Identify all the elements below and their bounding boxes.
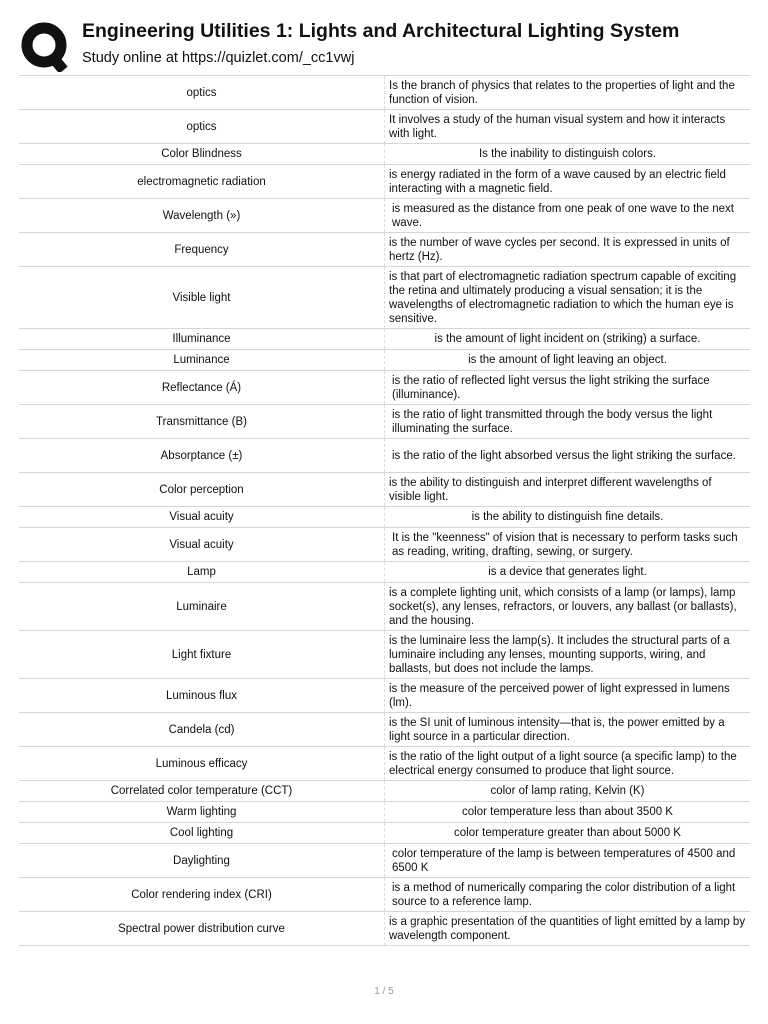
table-row (19, 878, 750, 912)
table-row (19, 233, 750, 267)
definition-text: is a method of numerically comparing the color distribution of a light source to a reference lamp. (392, 881, 736, 908)
term-cell: Daylighting (173, 854, 230, 867)
definition-cell (384, 165, 750, 198)
definition-cell (384, 329, 750, 349)
definition-text: Is the inability to distinguish colors. (478, 148, 657, 160)
table-row (19, 165, 750, 199)
table-row (19, 844, 750, 878)
definition-text: It involves a study of the human visual system and how it interacts with light. (389, 113, 726, 140)
term-cell: optics (186, 120, 217, 133)
definition-cell (384, 844, 750, 877)
term-cell: Visual acuity (169, 511, 234, 523)
definition-cell (384, 631, 750, 678)
definition-cell (384, 823, 750, 843)
term-cell: Color perception (159, 483, 244, 496)
definition-text: is the ratio of the light absorbed versus the light striking the surface. (392, 449, 736, 462)
definition-cell (384, 405, 750, 438)
definition-text: Is the branch of physics that relates to the properties of light and the function of vision. (389, 79, 735, 106)
term-cell: Color rendering index (CRI) (131, 888, 272, 901)
term-cell: Spectral power distribution curve (118, 922, 285, 935)
definition-text: is the ratio of reflected light versus the light striking the surface (illuminance). (392, 374, 710, 401)
definition-text: is the ratio of the light output of a light source (a specific lamp) to the electrical energy consumed to produce that light source. (389, 750, 737, 777)
term-cell: Visual acuity (169, 538, 234, 551)
definition-cell (384, 528, 750, 561)
definition-text: is the amount of light incident on (striking) a surface. (434, 333, 701, 345)
definition-cell (384, 110, 750, 143)
term-cell: Cool lighting (169, 827, 234, 839)
definition-cell (384, 713, 750, 746)
definition-text: is a device that generates light. (488, 566, 647, 578)
definition-text: is a complete lighting unit, which consists of a lamp (or lamps), lamp socket(s), any lenses, refractors, or louvers, any ballast (or ballasts), and the housing. (389, 586, 737, 627)
table-row (19, 679, 750, 713)
term-cell: Lamp (187, 566, 216, 578)
term-cell: electromagnetic radiation (137, 175, 266, 188)
page-header (0, 0, 768, 76)
table-row (19, 439, 750, 473)
definition-text: color temperature of the lamp is between temperatures of 4500 and 6500 K (392, 847, 736, 874)
definition-cell (384, 583, 750, 630)
page-title: Engineering Utilities 1: Lights and Architectural Lighting System (82, 20, 680, 42)
term-cell: Color Blindness (161, 148, 242, 160)
table-row (19, 528, 750, 562)
flashcard-table (19, 75, 750, 946)
definition-cell (384, 912, 750, 945)
definition-cell (384, 350, 750, 370)
definition-cell (384, 802, 750, 822)
term-cell: Luminaire (176, 600, 227, 613)
table-row (19, 329, 750, 350)
term-cell: Candela (cd) (168, 723, 235, 736)
definition-text: is the number of wave cycles per second. It is expressed in units of hertz (Hz). (389, 236, 730, 263)
table-row (19, 823, 750, 844)
definition-text: is the SI unit of luminous intensity—that is, the power emitted by a light source in a particular direction. (389, 716, 725, 743)
term-cell: Luminous efficacy (155, 757, 248, 770)
table-row (19, 713, 750, 747)
table-row (19, 267, 750, 329)
definition-text: color temperature less than about 3500 K (462, 806, 673, 818)
definition-cell (384, 267, 750, 328)
definition-text: is energy radiated in the form of a wave caused by an electric field interacting with a magnetic field. (389, 168, 726, 195)
definition-cell (384, 439, 750, 472)
definition-cell (384, 507, 750, 527)
term-cell: Reflectance (Á) (161, 381, 242, 394)
term-cell: Luminous flux (166, 689, 237, 702)
definition-text: It is the "keenness" of vision that is necessary to perform tasks such as reading, writing, drafting, sewing, or surgery. (392, 531, 738, 558)
definition-cell (384, 747, 750, 780)
definition-cell (384, 233, 750, 266)
definition-cell (384, 199, 750, 232)
definition-text: color of lamp rating, Kelvin (K) (490, 785, 645, 797)
term-cell: optics (186, 86, 217, 99)
table-row (19, 76, 750, 110)
definition-cell (384, 781, 750, 801)
term-cell: Correlated color temperature (CCT) (110, 785, 293, 797)
definition-text: is the luminaire less the lamp(s). It includes the structural parts of a luminaire including any lenses, mounting supports, wiring, and ballasts, but does not include the lamps. (389, 634, 730, 675)
table-row (19, 473, 750, 507)
table-row (19, 371, 750, 405)
table-row (19, 781, 750, 802)
table-row (19, 144, 750, 165)
table-row (19, 405, 750, 439)
term-cell: Wavelength (») (162, 209, 241, 222)
definition-text: is the measure of the perceived power of light expressed in lumens (lm). (389, 682, 730, 709)
table-row (19, 747, 750, 781)
table-row (19, 802, 750, 823)
table-row (19, 507, 750, 528)
definition-cell (384, 76, 750, 109)
page-subtitle: Study online at https://quizlet.com/_cc1vwj (82, 50, 355, 66)
term-cell: Frequency (174, 243, 229, 256)
term-cell: Warm lighting (166, 806, 237, 818)
quizlet-logo-icon (20, 22, 70, 72)
table-row (19, 199, 750, 233)
definition-cell (384, 878, 750, 911)
definition-text: is measured as the distance from one peak of one wave to the next wave. (392, 202, 735, 229)
term-cell: Light fixture (171, 648, 232, 661)
term-cell: Absorptance (±) (160, 449, 243, 462)
definition-text: is the amount of light leaving an object. (468, 354, 667, 366)
definition-cell (384, 562, 750, 582)
definition-text: is that part of electromagnetic radiation spectrum capable of exciting the retina and ultimately producing a visual sensation; it is the wavelengths of electromagnetic radiation to which the human eye is sensitive. (389, 270, 737, 325)
table-row (19, 912, 750, 946)
term-cell: Visible light (172, 291, 231, 304)
table-row (19, 631, 750, 679)
page-number: 1 / 5 (374, 986, 394, 997)
table-row (19, 562, 750, 583)
definition-text: is the ability to distinguish and interpret different wavelengths of visible light. (389, 476, 712, 503)
definition-text: is the ability to distinguish fine details. (471, 511, 664, 523)
definition-cell (384, 473, 750, 506)
definition-text: color temperature greater than about 5000 K (454, 827, 681, 839)
term-cell: Illuminance (172, 333, 231, 345)
table-row (19, 583, 750, 631)
definition-cell (384, 679, 750, 712)
table-row (19, 350, 750, 371)
definition-cell (384, 144, 750, 164)
definition-text: is a graphic presentation of the quantities of light emitted by a lamp by wavelength component. (389, 915, 746, 942)
definition-text: is the ratio of light transmitted through the body versus the light illuminating the surface. (392, 408, 713, 435)
term-cell: Transmittance (B) (156, 415, 247, 428)
definition-cell (384, 371, 750, 404)
table-row (19, 110, 750, 144)
term-cell: Luminance (173, 354, 230, 366)
